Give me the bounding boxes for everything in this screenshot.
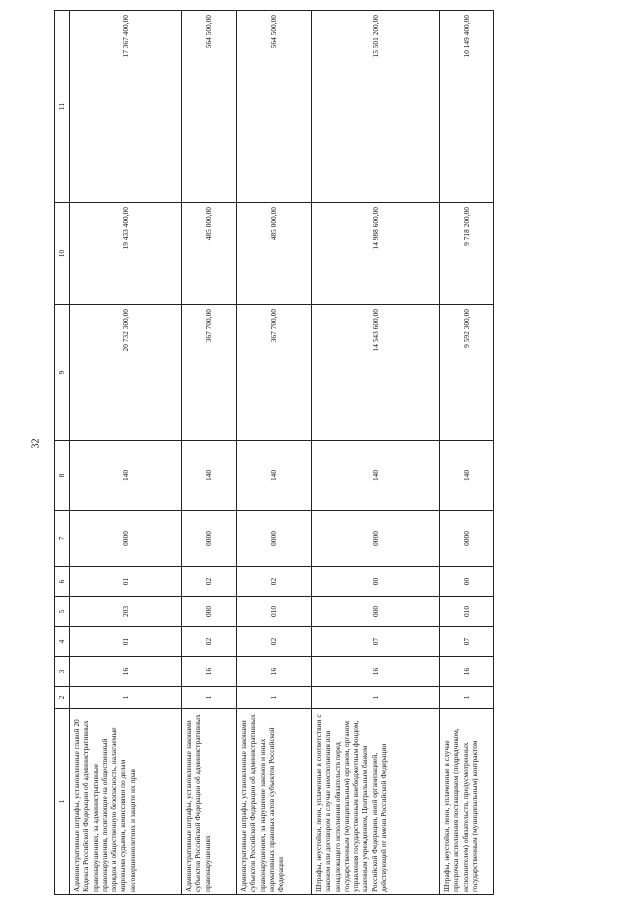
cell-amount: 564 500,00 [237, 11, 312, 203]
cell-code: 140 [237, 441, 312, 511]
cell-amount: 367 700,00 [237, 305, 312, 441]
cell-code: 1 [237, 687, 312, 709]
cell-code: 01 [70, 627, 182, 657]
cell-code: 203 [70, 597, 182, 627]
cell-code: 16 [237, 657, 312, 687]
cell-code: 010 [237, 597, 312, 627]
cell-code: 02 [182, 627, 237, 657]
table-row [70, 11, 182, 895]
col-number: 1 [55, 709, 70, 895]
cell-code: 1 [440, 687, 494, 709]
cell-code: 140 [182, 441, 237, 511]
cell-code: 0000 [182, 511, 237, 567]
col-number: 4 [55, 627, 70, 657]
cell-code: 02 [182, 567, 237, 597]
col-number: 11 [55, 11, 70, 203]
cell-code: 16 [70, 657, 182, 687]
cell-amount: 10 149 400,00 [440, 11, 494, 203]
cell-amount: 19 433 400,00 [70, 203, 182, 305]
cell-code: 1 [70, 687, 182, 709]
table-row [440, 11, 494, 895]
cell-code: 140 [440, 441, 494, 511]
cell-amount: 9 592 300,00 [440, 305, 494, 441]
cell-code: 02 [237, 567, 312, 597]
cell-code: 16 [182, 657, 237, 687]
row-description: Штрафы, неустойки, пени, уплаченные в соответствии с законом или договором в случае неисполнения или ненадлежащего исполнения обязательств перед государственным (муниципальным) органом, органом управления государственным внебюджетным фондом, казенным учреждением, Центральным банком Российской Федерации, иной организацией, действующей от имени Российской Федерации [312, 709, 440, 895]
cell-code: 00 [312, 567, 440, 597]
cell-code: 16 [312, 657, 440, 687]
col-number: 2 [55, 687, 70, 709]
col-number: 6 [55, 567, 70, 597]
row-description: Административные штрафы, установленные главой 20 Кодекса Российской Федерации об административных правонарушениях, за административные правонарушения, посягающие на общественный порядок и общественную безопасность, налагаемые мировыми судьями, комиссиями по делам несовершеннолетних и защите их прав [70, 709, 182, 895]
cell-code: 1 [182, 687, 237, 709]
col-number: 9 [55, 305, 70, 441]
col-number: 3 [55, 657, 70, 687]
cell-amount: 367 700,00 [182, 305, 237, 441]
cell-code: 07 [440, 627, 494, 657]
cell-amount: 9 718 200,00 [440, 203, 494, 305]
cell-code: 0000 [440, 511, 494, 567]
page-number: 32 [30, 438, 42, 449]
table-row [237, 11, 312, 895]
cell-amount: 17 367 400,00 [70, 11, 182, 203]
table-row [182, 11, 237, 895]
cell-code: 00 [440, 567, 494, 597]
cell-amount: 20 732 300,00 [70, 305, 182, 441]
col-number: 5 [55, 597, 70, 627]
row-description: Штрафы, неустойки, пени, уплаченные в случае просрочки исполнения поставщиком (подрядчиком, исполнителем) обязательств, предусмотренных государственным (муниципальным) контрактом [440, 709, 494, 895]
cell-code: 0000 [312, 511, 440, 567]
cell-code: 140 [70, 441, 182, 511]
cell-code: 16 [440, 657, 494, 687]
cell-amount: 15 501 200,00 [312, 11, 440, 203]
budget-revenue-table [54, 10, 494, 895]
cell-code: 000 [312, 597, 440, 627]
cell-amount: 14 988 600,00 [312, 203, 440, 305]
column-number-row [55, 11, 70, 895]
cell-code: 0000 [70, 511, 182, 567]
cell-amount: 564 500,00 [182, 11, 237, 203]
cell-code: 0000 [237, 511, 312, 567]
cell-code: 02 [237, 627, 312, 657]
rotated-table-container [54, 11, 494, 895]
col-number: 8 [55, 441, 70, 511]
cell-amount: 14 543 600,00 [312, 305, 440, 441]
row-description: Административные штрафы, установленные законами субъектов Российской Федерации об административных правонарушениях, за нарушение законов и иных нормативных правовых актов субъектов Российской Федерации [237, 709, 312, 895]
cell-amount: 485 000,00 [237, 203, 312, 305]
col-number: 7 [55, 511, 70, 567]
cell-code: 000 [182, 597, 237, 627]
cell-code: 140 [312, 441, 440, 511]
col-number: 10 [55, 203, 70, 305]
row-description: Административные штрафы, установленные законами субъектов Российской Федерации об административных правонарушениях [182, 709, 237, 895]
cell-code: 1 [312, 687, 440, 709]
table-row [312, 11, 440, 895]
cell-amount: 485 000,00 [182, 203, 237, 305]
cell-code: 010 [440, 597, 494, 627]
cell-code: 07 [312, 627, 440, 657]
cell-code: 01 [70, 567, 182, 597]
